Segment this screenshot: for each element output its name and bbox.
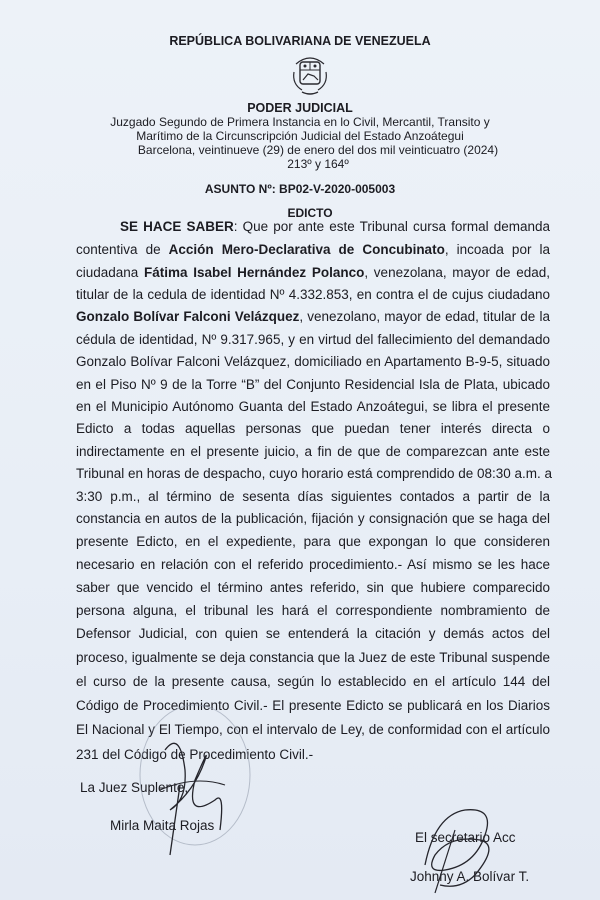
body-line-21: el curso de la presente causa, según lo establecido en el artículo 144 del [76, 674, 550, 689]
body-line-23: El Nacional y El Tiempo, con el intervalo de Ley, de conformidad con el artículo [76, 722, 550, 737]
judicial-power-heading: PODER JUDICIAL [247, 101, 353, 115]
case-number: ASUNTO Nº: BP02-V-2020-005003 [204, 182, 396, 196]
edict-title: EDICTO [287, 206, 333, 220]
court-line-2: Marítimo de la Circunscripción Judicial del Estado Anzoátegui [136, 129, 464, 143]
body-line-5: Gonzalo Bolívar Falconi Velázquez, venezolano, mayor de edad, titular de la [76, 309, 550, 324]
body-line-22: Código de Procedimiento Civil.- El presente Edicto se publicará en los Diarios [76, 698, 550, 713]
body-line-24: 231 del Código de Procedimiento Civil.- [76, 747, 314, 762]
body-line-15: presente Edicto, en el expediente, para que expongan lo que consideren [76, 534, 550, 549]
body-line-9: en el Municipio Autónomo Guanta del Estado Anzoátegui, se libra el presente [76, 399, 550, 414]
body-line-7: Gonzalo Bolívar Falconi Velázquez, domiciliado en Apartamento B-9-5, situado [76, 354, 550, 369]
judge-title: La Juez Suplente, [80, 780, 189, 795]
body-line-16: necesario en relación con el referido procedimiento.- Así mismo se les hace [76, 557, 550, 572]
body-line-11: indirectamente en el presente juicio, a fin de que de comparezcan ante este [76, 444, 550, 459]
body-line-12: Tribunal en horas de despacho, cuyo horario está comprendido de 08:30 a.m. a [76, 466, 553, 481]
body-line-20: proceso, igualmente se deja constancia que la Juez de este Tribunal suspende [76, 650, 550, 665]
body-line-19: Defensor Judicial, con quien se entenderá la citación y demás actos del [76, 626, 550, 641]
body-line-10: Edicto a todas aquellas personas que puedan tener interés directa o [76, 421, 550, 436]
judge-name: Mirla Maita Rojas [110, 818, 215, 833]
body-line-14: constancia en autos de la publicación, fijación y consignación que se haga del [76, 511, 550, 526]
years-line: 213º y 164º [287, 157, 349, 171]
body-line-13: 3:30 p.m., al término de sesenta días siguientes contados a partir de la [76, 489, 550, 504]
body-line-1: SE HACE SABER: Que por ante este Tribunal cursa formal demanda [120, 219, 550, 234]
body-line-4: titular de la cedula de identidad Nº 4.332.853, en contra el de cujus ciudadano [76, 287, 550, 302]
secretary-signature-icon [405, 795, 515, 895]
body-line-17: saber que vencido el término antes referido, sin que hubiere comparecido [76, 580, 550, 595]
body-line-3: ciudadana Fátima Isabel Hernández Polanco, venezolana, mayor de edad, [76, 265, 550, 280]
body-line-18: persona alguna, el tribunal les hará el correspondiente nombramiento de [76, 603, 550, 618]
body-line-6: cédula de identidad, Nº 9.317.965, y en virtud del fallecimiento del demandado [76, 332, 550, 347]
date-line: Barcelona, veintinueve (29) de enero del dos mil veinticuatro (2024) [137, 143, 499, 157]
secretary-name: Johnny A. Bolívar T. [410, 869, 530, 884]
judge-signature-icon [125, 690, 265, 860]
coat-of-arms-icon [290, 50, 330, 98]
secretary-title: El secretario Acc [415, 830, 516, 845]
body-line-2: contentiva de Acción Mero-Declarativa de Concubinato, incoada por la [76, 242, 550, 257]
court-line-1: Juzgado Segundo de Primera Instancia en lo Civil, Mercantil, Transito y [110, 115, 490, 129]
body-line-8: en el Piso Nº 9 de la Torre “B” del Conjunto Residencial Isla de Plata, ubicado [76, 377, 550, 392]
republic-heading: REPÚBLICA BOLIVARIANA DE VENEZUELA [169, 34, 431, 48]
